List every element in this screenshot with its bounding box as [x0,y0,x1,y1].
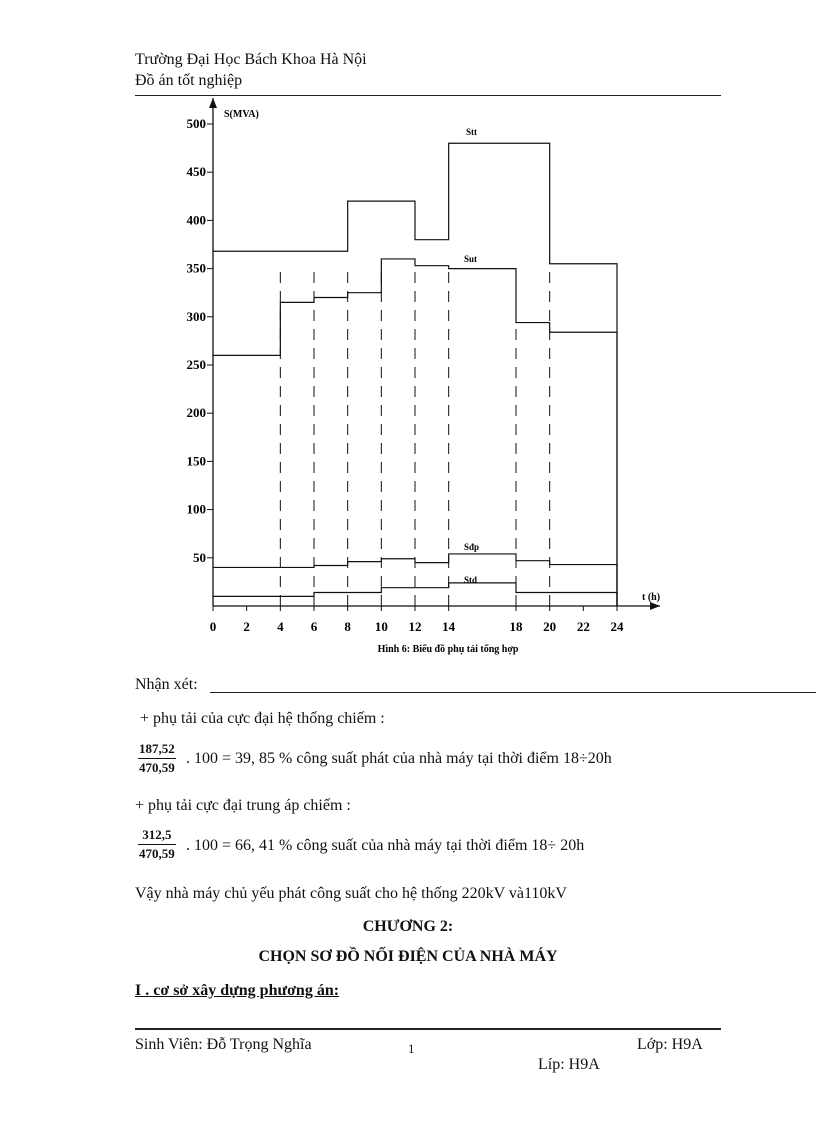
fraction-2-bar [138,844,176,845]
page-number: 1 [408,1041,415,1056]
x-tick-label: 14 [442,619,456,634]
y-tick-label: 300 [186,308,206,324]
fraction-1-numerator: 187,52 [139,741,175,756]
university-name: Trường Đại Học Bách Khoa Hà Nội [135,51,367,68]
y-tick-label: 250 [186,357,206,372]
x-tick-label: 8 [344,619,351,634]
footer-divider [135,1028,721,1030]
y-tick-label: 50 [193,549,206,565]
series-label-std: Std [464,575,478,585]
x-tick-label: 24 [610,619,624,634]
y-tick-label: 200 [186,405,206,421]
chart-title: Hình 6: Biểu đồ phụ tải tổng hợp [377,644,519,655]
y-axis-arrow [209,98,217,108]
x-tick-label: 22 [576,619,590,634]
x-tick-label: 2 [243,619,250,634]
y-tick-label: 150 [186,453,206,469]
x-tick-label: 20 [543,619,557,634]
footer-student: Sinh Viên: Đỗ Trọng Nghĩa [135,1036,312,1053]
fraction-1 [138,741,176,776]
y-axis-label: S(MVA) [224,109,259,120]
x-axis-label: t (h) [642,592,661,603]
footer-class: Lớp: H9A [637,1036,703,1053]
chapter-number: CHƯƠNG 2: [362,918,454,935]
y-tick-label: 500 [186,116,206,131]
fraction-1-bar [138,758,176,759]
x-tick-label: 0 [209,619,217,634]
series-label-sut: Sut [464,254,478,264]
x-tick-label: 6 [310,619,318,634]
note-line-4: . 100 = 66, 41 % công suất của nhà máy tại thời điểm 18÷ 20h [186,837,585,854]
y-tick-label: 450 [186,164,206,180]
note-line-5: Vậy nhà máy chủ yếu phát công suất cho hệ thống 220kV và110kV [135,885,567,902]
section-heading: I . cơ sở xây dựng phương án: [135,982,340,999]
x-tick-label: 4 [277,619,284,634]
chapter-title: CHỌN SƠ ĐỒ NỐI ĐIỆN CỦA NHÀ MÁY [258,948,558,965]
x-tick-label: 18 [509,619,523,634]
footer-class-lower: Líp: H9A [538,1056,600,1073]
y-tick-label: 400 [186,212,206,228]
note-line-2: . 100 = 39, 85 % công suất phát của nhà máy tại thời điểm 18÷20h [186,750,612,767]
fraction-2-numerator: 312,5 [142,827,172,842]
x-axis-arrow [650,602,660,610]
note-line-1: + phụ tải của cực đại hệ thống chiếm : [140,710,385,727]
note-line-3: + phụ tải cực đại trung áp chiếm : [135,797,351,814]
notes-underline [210,692,816,693]
notes-heading: Nhận xét: [135,676,198,693]
series-label-sdp: Sđp [464,542,480,552]
x-tick-label: 12 [408,619,422,634]
y-tick-label: 350 [186,260,206,276]
series-label-stt: Stt [466,127,477,137]
x-tick-label: 10 [374,619,388,634]
fraction-2 [138,827,176,862]
y-tick-label: 100 [186,501,206,517]
project-title: Đồ án tốt nghiệp [135,72,243,89]
fraction-2-denominator: 470,59 [139,846,175,861]
fraction-1-denominator: 470,59 [139,760,175,775]
